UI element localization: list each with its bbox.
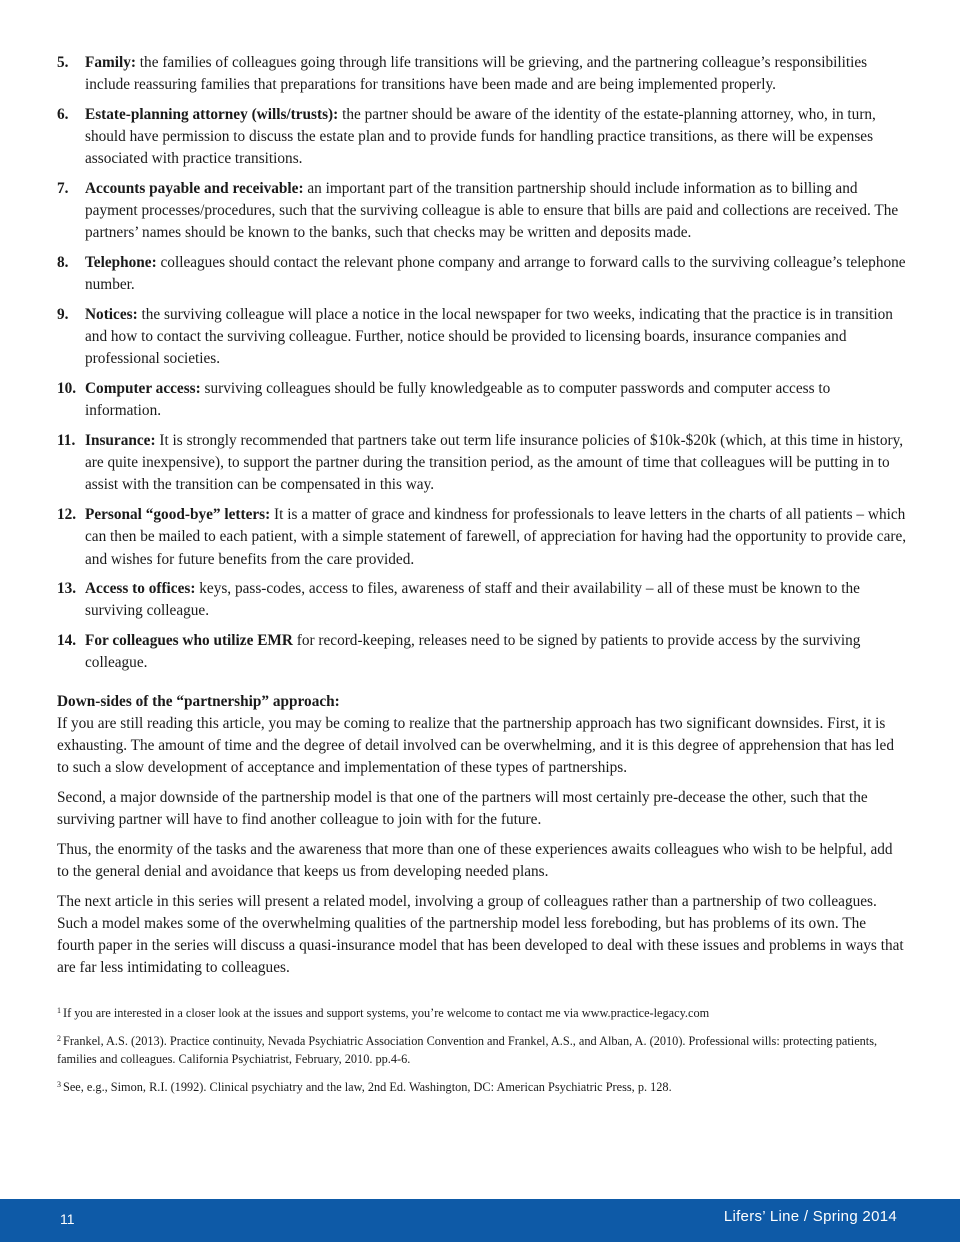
list-item <box>57 430 907 497</box>
page-number: 11 <box>60 1211 75 1227</box>
item-text: for record-keeping, releases need to be signed by patients to provide access by the surviving colleague. <box>85 632 861 672</box>
footnote-text: Frankel, A.S. (2013). Practice continuity, Nevada Psychiatric Association Convention and Frankel, A.S., and Alban, A. (2010). Professional wills: protecting patients, families and colleagues. California Psychiatrist, February, 2010. pp.4-6. <box>57 1033 878 1066</box>
item-number: 7. <box>57 180 69 198</box>
footnote-mark: 2 <box>57 1033 61 1043</box>
item-lead: Insurance: <box>85 432 156 450</box>
item-text: keys, pass-codes, access to files, awareness of staff and their availability – all of these must be known to the surviving colleague. <box>85 580 860 620</box>
item-lead: Accounts payable and receivable: <box>85 180 304 198</box>
item-number: 6. <box>57 105 69 123</box>
article-body <box>57 52 907 1104</box>
numbered-list <box>57 52 907 675</box>
item-number: 11. <box>57 432 76 450</box>
item-text: It is a matter of grace and kindness for professionals to leave letters in the charts of all patients – which can then be mailed to each patient, with a simple statement of farewell, of appreciation for having had the opportunity to provide care, and wishes for future benefits from the care provided. <box>85 506 907 568</box>
footnote <box>57 1002 907 1022</box>
item-lead: Access to offices: <box>85 580 196 598</box>
item-lead: Notices: <box>85 306 138 324</box>
footnote-text: If you are interested in a closer look at the issues and support systems, you’re welcome to contact me via www.practice-legacy.com <box>63 1005 710 1020</box>
footnotes <box>57 1002 907 1096</box>
list-item <box>57 378 907 422</box>
item-number: 10. <box>57 380 77 398</box>
list-item <box>57 304 907 371</box>
item-text: an important part of the transition partnership should include information as to billing and payment processes/procedures, such that the surviving colleague is able to ensure that bills are paid and collections are received. The partners’ names should be known to the banks, such that checks may be written and deposits made. <box>85 180 899 242</box>
item-lead: Computer access: <box>85 380 201 398</box>
item-text: the families of colleagues going through life transitions will be grieving, and the partnering colleague’s responsibilities include reassuring families that preparations for transitions have been made and are being implemented properly. <box>85 54 868 94</box>
item-text: the surviving colleague will place a notice in the local newspaper for two weeks, indicating that the practice is in transition and how to contact the surviving colleague. Further, notice should be provided to licensing boards, insurance companies and professional societies. <box>85 306 893 368</box>
item-number: 8. <box>57 254 69 272</box>
item-text: the partner should be aware of the identity of the estate-planning attorney, who, in turn, should have permission to discuss the estate plan and to provide funds for handling practice transitions, as there will be expenses associated with practice transitions. <box>85 105 876 168</box>
footnote <box>57 1076 907 1096</box>
item-text: surviving colleagues should be fully knowledgeable as to computer passwords and computer access to information. <box>85 380 831 420</box>
footnote <box>57 1030 907 1068</box>
item-lead: Personal “good-bye” letters: <box>85 506 271 524</box>
list-item <box>57 52 907 96</box>
list-item <box>57 178 907 245</box>
footnote-mark: 3 <box>57 1079 61 1089</box>
section-heading: Down-sides of the “partnership” approach: <box>57 692 340 710</box>
list-item <box>57 578 907 622</box>
paragraph: Second, a major downside of the partnership model is that one of the partners will most certainly pre-decease the other, such that the surviving partner will have to find another colleague to join with for the future. <box>57 788 868 829</box>
downsides-section <box>57 691 907 980</box>
item-lead: For colleagues who utilize EMR <box>85 632 293 650</box>
page-footer <box>0 1199 960 1242</box>
paragraph: The next article in this series will present a related model, involving a group of colleagues rather than a partnership of two colleagues. Such a model makes some of the overwhelming qualities of the partnership model less foreboding, but has problems of its own. The fourth paper in the series will discuss a quasi-insurance model that has been developed to deal with these issues and problems in ways that are far less intimidating to colleagues. <box>57 892 904 977</box>
footnote-text: See, e.g., Simon, R.I. (1992). Clinical psychiatry and the law, 2nd Ed. Washington, DC: American Psychiatric Press, p. 128. <box>63 1079 672 1094</box>
item-number: 14. <box>57 632 77 650</box>
paragraph: If you are still reading this article, you may be coming to realize that the partnership approach has two significant downsides. First, it is exhausting. The amount of time and the degree of detail involved can be overwhelming, and it is this degree of apprehension that has led to such a slow development of acceptance and implementation of these types of partnerships. <box>57 714 894 777</box>
item-lead: Family: <box>85 54 136 71</box>
item-number: 5. <box>57 54 69 71</box>
publication-title: Lifers’ Line / Spring 2014 <box>723 1208 897 1225</box>
item-lead: Telephone: <box>85 254 157 272</box>
list-item <box>57 630 907 674</box>
item-number: 12. <box>57 506 77 524</box>
item-text: It is strongly recommended that partners take out term life insurance policies of $10k-$20k (which, at this time in history, are quite inexpensive), to support the partner during the transition period, as the amount of time that colleagues will be putting in to assist with the transition can be compensated in this way. <box>85 432 904 494</box>
list-item <box>57 104 907 171</box>
list-item <box>57 504 907 571</box>
item-number: 13. <box>57 580 77 598</box>
list-item <box>57 252 907 296</box>
item-text: colleagues should contact the relevant phone company and arrange to forward calls to the surviving colleague’s telephone number. <box>85 254 906 294</box>
footnote-mark: 1 <box>57 1005 61 1015</box>
item-lead: Estate-planning attorney (wills/trusts): <box>85 105 339 123</box>
item-number: 9. <box>57 306 69 324</box>
paragraph: Thus, the enormity of the tasks and the awareness that more than one of these experiences awaits colleagues who wish to be helpful, add to the general denial and avoidance that keeps us from developing needed plans. <box>57 840 893 880</box>
